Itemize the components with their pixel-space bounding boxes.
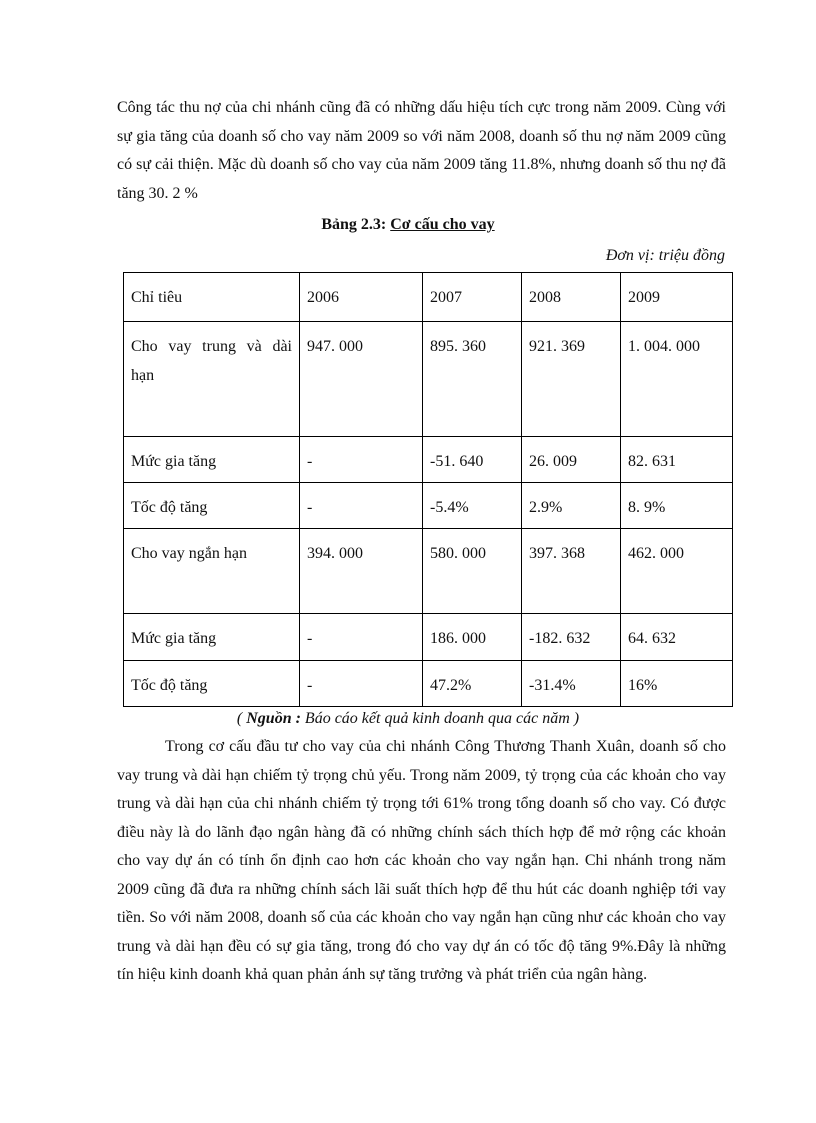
table-row <box>124 322 733 437</box>
row-label: Mức gia tăng <box>124 437 300 483</box>
table-cell: 397. 368 <box>522 529 621 614</box>
table-row <box>124 483 733 529</box>
header-cell: 2007 <box>423 273 522 322</box>
table-cell: 8. 9% <box>621 483 733 529</box>
source-text: Báo cáo kết quả kinh doanh qua các năm ) <box>304 710 580 727</box>
table-source-note <box>0 709 816 729</box>
table-cell: 394. 000 <box>300 529 423 614</box>
table-cell: 47.2% <box>423 661 522 707</box>
table-cell: 26. 009 <box>522 437 621 483</box>
table-title-name: Cơ cấu cho vay <box>390 216 495 233</box>
header-cell: 2009 <box>621 273 733 322</box>
table-cell: 462. 000 <box>621 529 733 614</box>
table-cell: 580. 000 <box>423 529 522 614</box>
table-cell: - <box>300 614 423 661</box>
table-cell: 947. 000 <box>300 322 423 437</box>
header-cell: 2006 <box>300 273 423 322</box>
table-row <box>124 614 733 661</box>
table-cell: -182. 632 <box>522 614 621 661</box>
table-cell: -51. 640 <box>423 437 522 483</box>
table-cell: 16% <box>621 661 733 707</box>
loan-structure-table <box>123 272 733 707</box>
header-cell: Chỉ tiêu <box>124 273 300 322</box>
table-row <box>124 437 733 483</box>
table-cell: 1. 004. 000 <box>621 322 733 437</box>
table-cell: - <box>300 437 423 483</box>
row-label: Mức gia tăng <box>124 614 300 661</box>
table-cell: 921. 369 <box>522 322 621 437</box>
row-label: Tốc độ tăng <box>124 483 300 529</box>
table-cell: 186. 000 <box>423 614 522 661</box>
table-cell: - <box>300 483 423 529</box>
table-cell: - <box>300 661 423 707</box>
row-label: Cho vay trung và dài hạn <box>124 322 300 437</box>
intro-paragraph: Công tác thu nợ của chi nhánh cũng đã có những dấu hiệu tích cực trong năm 2009. Cùng với sự gia tăng của doanh số cho vay năm 2009 so với năm 2008, doanh số thu nợ năm 2009 cũng có sự cải thiện. Mặc dù doanh số cho vay của năm 2009 tăng 11.8%, nhưng doanh số thu nợ đã tăng 30. 2 % <box>117 99 726 202</box>
table-cell: 82. 631 <box>621 437 733 483</box>
table-title <box>0 215 816 235</box>
table-cell: 2.9% <box>522 483 621 529</box>
table-cell: -5.4% <box>423 483 522 529</box>
row-label: Tốc độ tăng <box>124 661 300 707</box>
table-cell: -31.4% <box>522 661 621 707</box>
table-row <box>124 661 733 707</box>
source-open-paren: ( <box>236 710 243 727</box>
table-cell: 895. 360 <box>423 322 522 437</box>
source-label: Nguồn : <box>246 710 301 727</box>
table-row <box>124 529 733 614</box>
row-label: Cho vay ngắn hạn <box>124 529 300 614</box>
body-paragraph: Trong cơ cấu đầu tư cho vay của chi nhánh Công Thương Thanh Xuân, doanh số cho vay trung và dài hạn chiếm tỷ trọng chủ yếu. Trong năm 2009, tỷ trọng của các khoản cho vay trung và dài hạn của chi nhánh chiếm tỷ trọng tới 61% trong tổng doanh số cho vay. Có được điều này là do lãnh đạo ngân hàng đã có những chính sách thích hợp để mở rộng các khoản cho vay dự án có tính ổn định cao hơn các khoản cho vay ngắn hạn. Chi nhánh trong năm 2009 cũng đã đưa ra những chính sách lãi suất thích hợp để thu hút các doanh nghiệp tới vay tiền. So với năm 2008, doanh số của các khoản cho vay ngắn hạn cũng như các khoản cho vay trung và dài hạn đều có sự gia tăng, trong đó cho vay dự án có tốc độ tăng 9%.Đây là những tín hiệu kinh doanh khả quan phản ánh sự tăng trưởng và phát triển của ngân hàng. <box>117 738 726 983</box>
table-title-prefix: Bảng 2.3: <box>321 216 387 233</box>
unit-note: Đơn vị: triệu đồng <box>605 247 725 264</box>
header-cell: 2008 <box>522 273 621 322</box>
table-header-row <box>124 273 733 322</box>
table-cell: 64. 632 <box>621 614 733 661</box>
